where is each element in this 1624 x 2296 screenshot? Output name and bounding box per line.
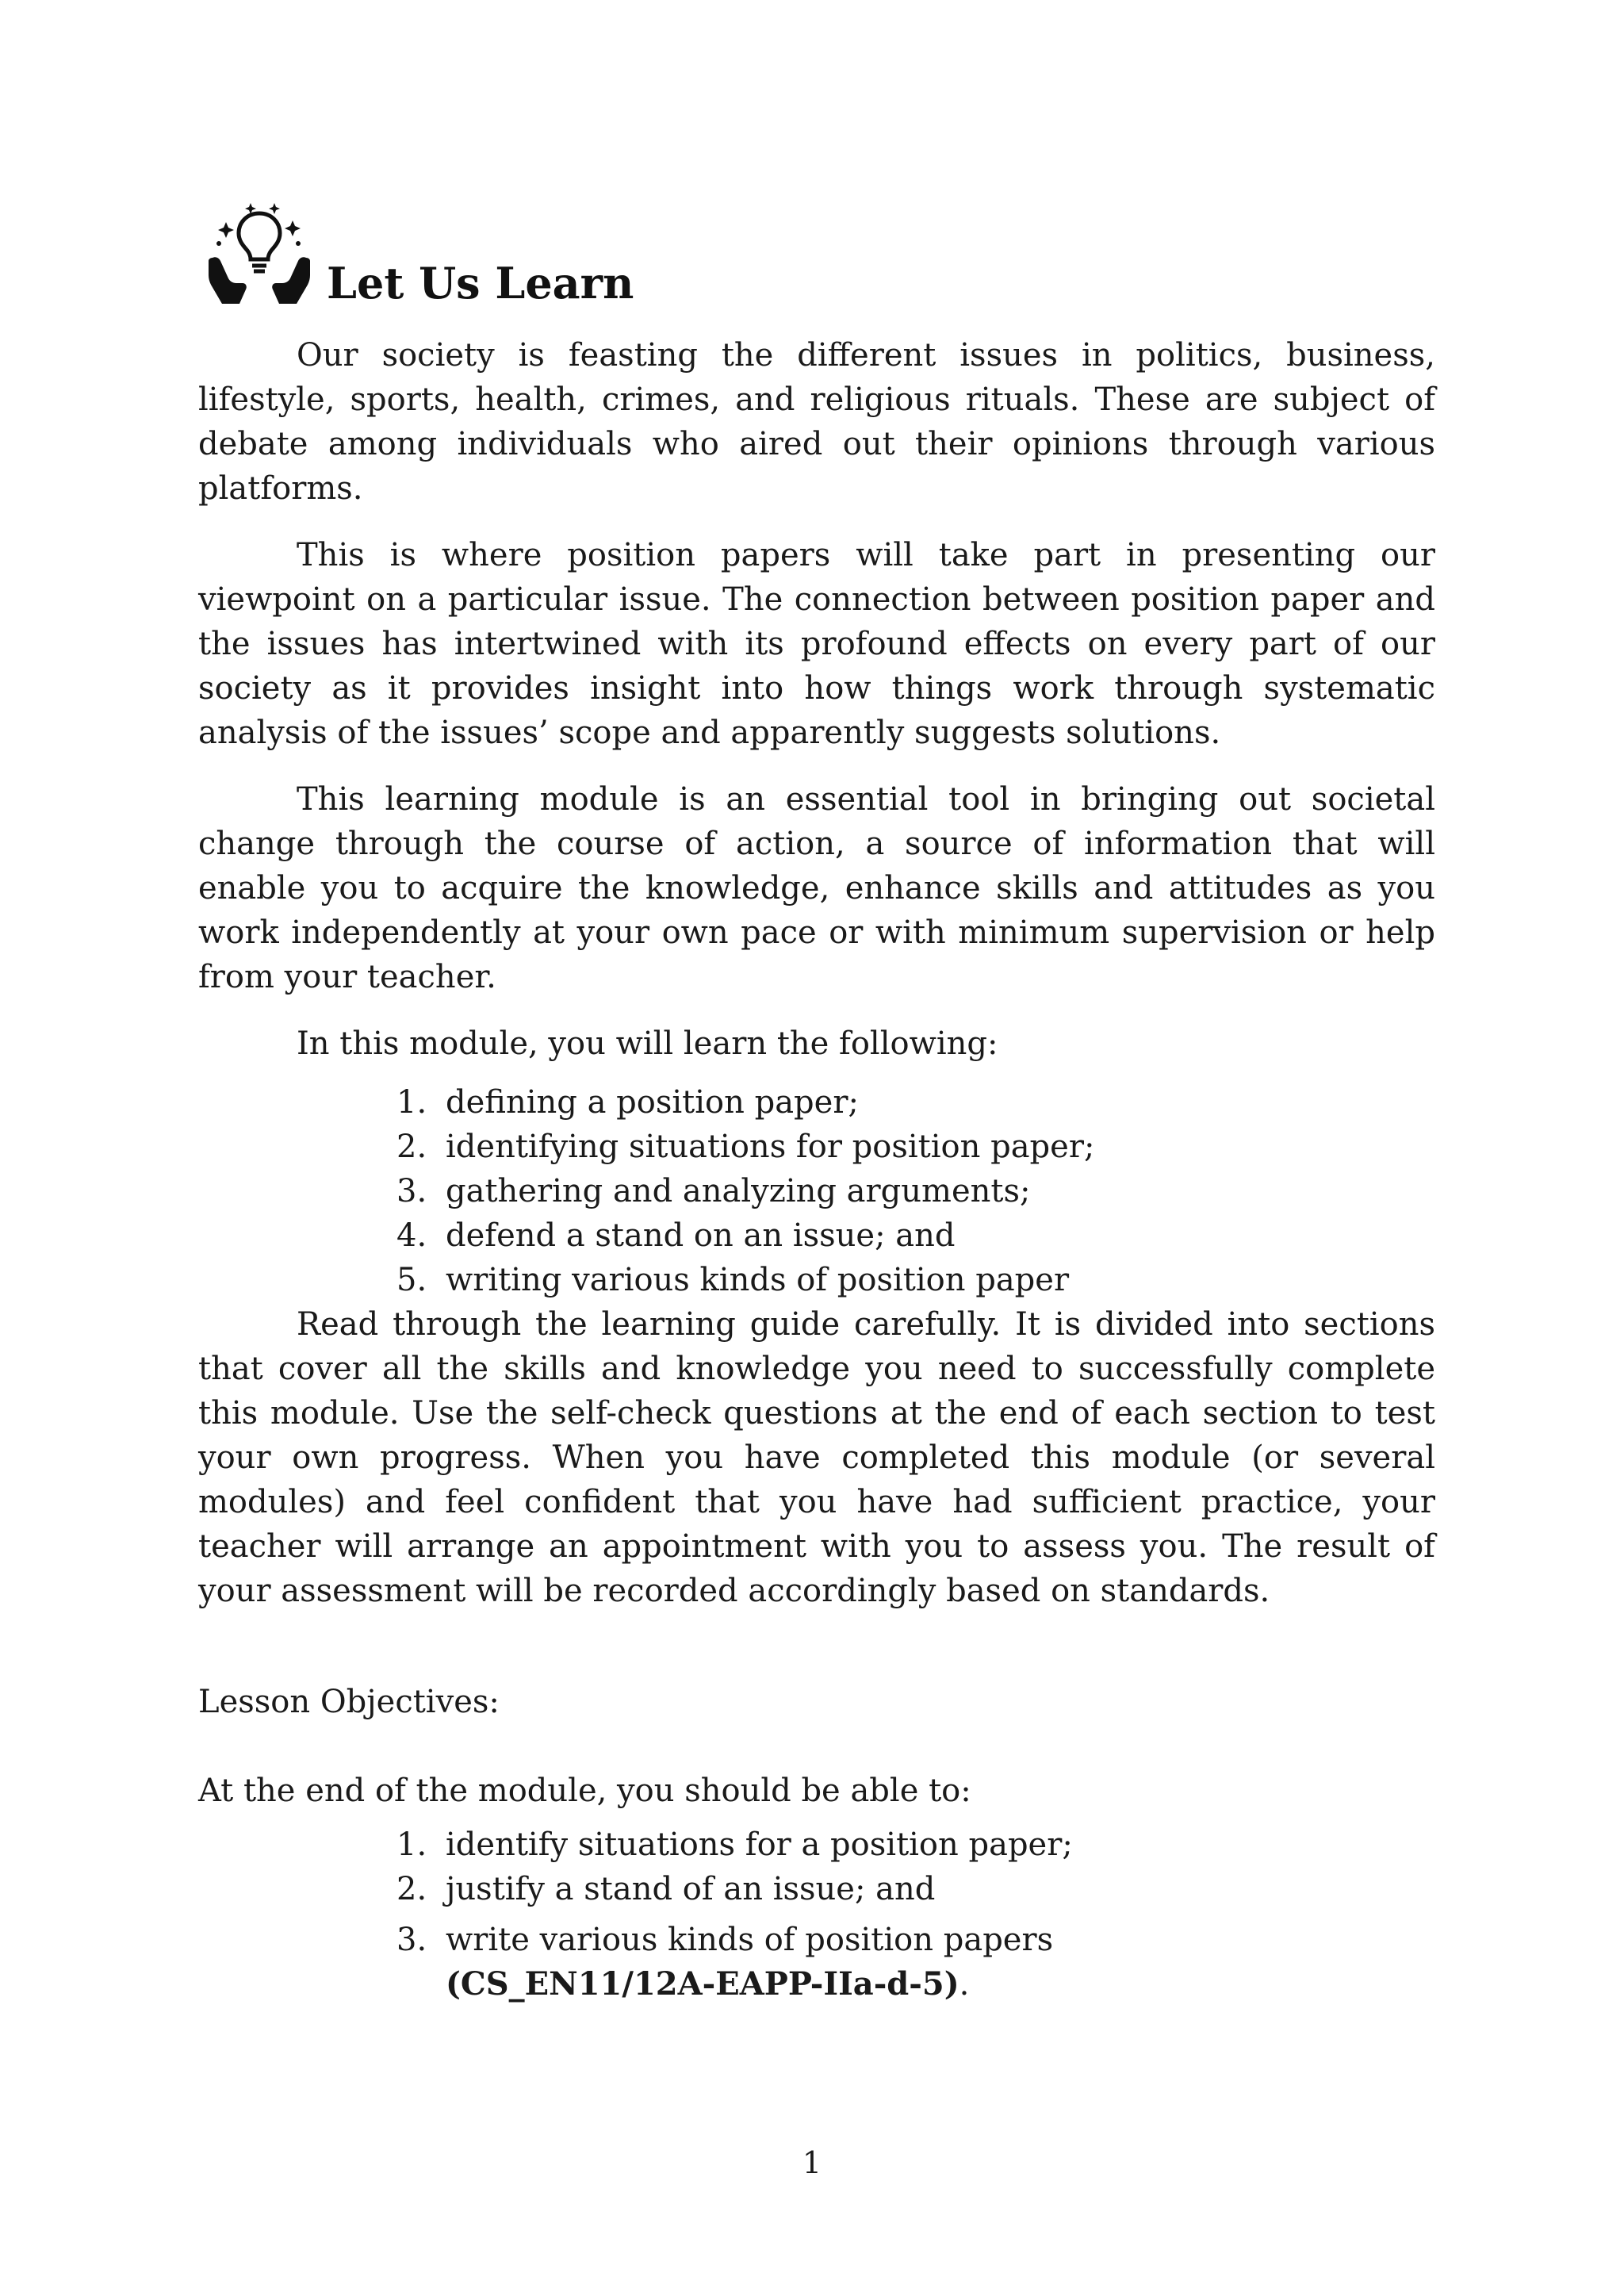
paragraph-learning-module: This learning module is an essential tool in bringing out societal change through the course of action, a source of information that will enable you to acquire the knowledge, enhance skills and attitudes as you work independently at your own pace or with minimum supervision or help from your teacher.	[198, 781, 1435, 995]
learning-list	[198, 1080, 1435, 1302]
list-item: 4. defend a stand on an issue; and	[396, 1217, 956, 1254]
list-item: 5. writing various kinds of position paper	[396, 1262, 1070, 1298]
list-item: 3. write various kinds of position papers (CS_EN11/12A-EAPP-IIa-d-5).	[396, 1922, 1054, 2003]
objectives-intro: At the end of the module, you should be able to:	[198, 1773, 971, 1809]
page-title: Let Us Learn	[327, 258, 634, 309]
hands-lightbulb-icon	[208, 202, 311, 305]
paragraph-learn-following: In this module, you will learn the following:	[297, 1025, 998, 1062]
objectives-list	[198, 1823, 1435, 2007]
list-item: 2. identifying situations for position paper;	[396, 1129, 1095, 1165]
paragraph-position-papers: This is where position papers will take part in presenting our viewpoint on a particular issue. The connection between position paper and the issues has intertwined with its profound effects on every part of our society as it provides insight into how things work through systematic analysis of the issues’ scope and apparently suggests solutions.	[198, 537, 1435, 751]
paragraph-read-through: Read through the learning guide carefully. It is divided into sections that cover all the skills and knowledge you need to successfully complete this module. Use the self-check questions at the end of each section to test your own progress. When you have completed this module (or several modules) and feel confident that you have had sufficient practice, your teacher will arrange an appointment with you to assess you. The result of your assessment will be recorded accordingly based on standards.	[198, 1306, 1435, 1609]
page-number: 1	[802, 2145, 822, 2180]
paragraph-intro: Our society is feasting the different issues in politics, business, lifestyle, sports, health, crimes, and religious rituals. These are subject of debate among individuals who aired out their opinions through various platforms.	[198, 337, 1435, 507]
competency-code: (CS_EN11/12A-EAPP-IIa-d-5)	[446, 1965, 959, 2003]
list-item: 1. identify situations for a position paper;	[396, 1826, 1073, 1863]
body-content	[198, 333, 1435, 2007]
list-item: 1. defining a position paper;	[396, 1084, 859, 1121]
list-item: 2. justify a stand of an issue; and	[396, 1871, 936, 1907]
list-item: 3. gathering and analyzing arguments;	[396, 1173, 1031, 1209]
lesson-objectives-label: Lesson Objectives:	[198, 1684, 500, 1720]
